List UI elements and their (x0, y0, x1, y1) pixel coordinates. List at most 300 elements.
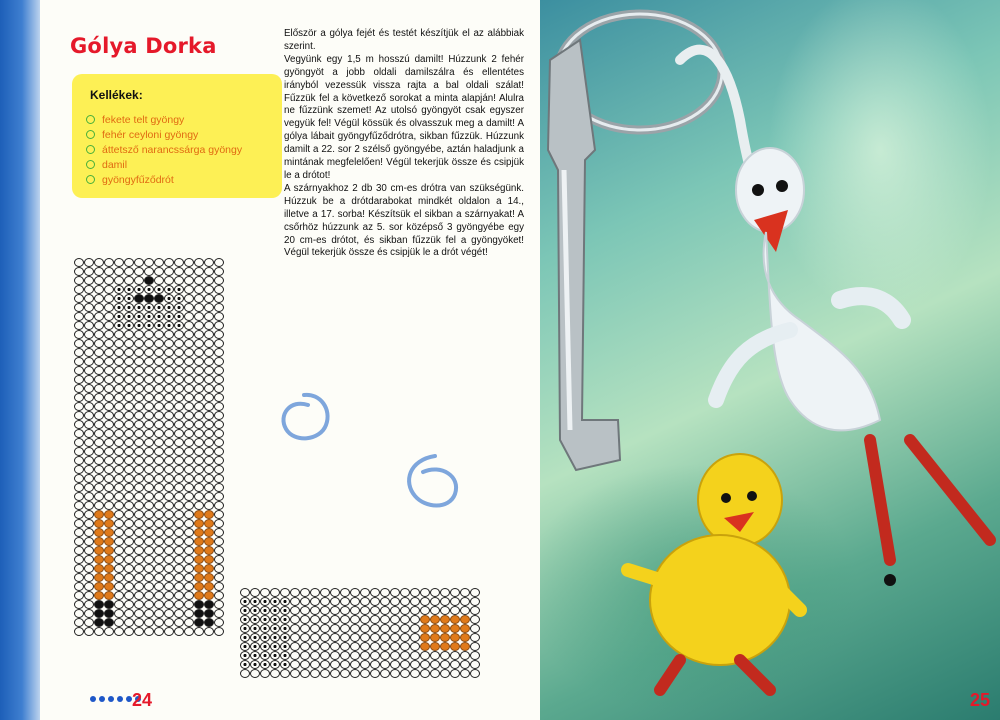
bead-cell (94, 393, 104, 402)
bead-cell (124, 582, 134, 591)
bead-cell (104, 447, 114, 456)
bead-cell (270, 588, 280, 597)
bead-cell (460, 633, 470, 642)
bead-cell (204, 627, 214, 636)
bead-cell (194, 303, 204, 312)
bead-cell (440, 597, 450, 606)
bead-cell (204, 465, 214, 474)
page-title: Gólya Dorka (70, 34, 217, 58)
bead-cell (134, 303, 144, 312)
bead-cell (104, 276, 114, 285)
bead-cell (124, 402, 134, 411)
bead-cell (94, 609, 104, 618)
bead-cell (114, 501, 124, 510)
instructions-paragraph: Vegyünk egy 1,5 m hosszú damilt! Húzzunk 2 fehér gyöngyöt a jobb oldali damilszálra és ellentétes irányból vezessük vissza rajta a bal oldali szálat! Fűzzük fel a következő sorokat a minta alapján! Alulra ne fűzzünk szemet! Az utolsó gyöngyöt csak egyszer vegyük fel! Végül kössük és olvasszuk meg a damilt! A gólya lábait gyöngyfűződrótra, sikban fűzzük. Húzzunk damilt a 22. sor 2 szélső gyöngyébe, aztán haladjunk a mintának megfelelően! Végül tekerjük össze és csipjük le a drótot! (284, 53, 524, 181)
bead-cell (74, 582, 84, 591)
bead-cell (74, 609, 84, 618)
bead-cell (184, 600, 194, 609)
bead-cell (154, 546, 164, 555)
bead-cell (144, 546, 154, 555)
bead-cell (84, 537, 94, 546)
bead-cell (260, 624, 270, 633)
bead-cell (114, 339, 124, 348)
bead-cell (440, 660, 450, 669)
bead-cell (470, 606, 480, 615)
bead-cell (84, 429, 94, 438)
bead-cell (194, 519, 204, 528)
bead-cell (350, 633, 360, 642)
bead-cell (310, 642, 320, 651)
supplies-item: fehér ceyloni gyöngy (86, 129, 272, 141)
bead-cell (104, 285, 114, 294)
bead-cell (290, 624, 300, 633)
bead-cell (214, 627, 224, 636)
bead-cell (164, 573, 174, 582)
bead-cell (164, 330, 174, 339)
bead-cell (104, 555, 114, 564)
bead-cell (280, 633, 290, 642)
bead-cell (134, 276, 144, 285)
bead-cell (450, 633, 460, 642)
bead-cell (144, 456, 154, 465)
bead-cell (114, 510, 124, 519)
bead-cell (194, 294, 204, 303)
bead-cell (74, 573, 84, 582)
bead-cell (104, 483, 114, 492)
bead-cell (240, 633, 250, 642)
bead-cell (320, 669, 330, 678)
bead-cell (174, 582, 184, 591)
bead-cell (114, 555, 124, 564)
bead-cell (94, 294, 104, 303)
bead-cell (74, 393, 84, 402)
bead-cell (94, 258, 104, 267)
bead-cell (194, 258, 204, 267)
bead-cell (74, 438, 84, 447)
bead-cell (240, 642, 250, 651)
bead-cell (144, 258, 154, 267)
bead-cell (184, 483, 194, 492)
bead-cell (84, 555, 94, 564)
bead-cell (74, 429, 84, 438)
bead-cell (144, 510, 154, 519)
bead-cell (144, 528, 154, 537)
bead-cell (390, 651, 400, 660)
bead-cell (184, 492, 194, 501)
bead-cell (410, 588, 420, 597)
bead-cell (214, 303, 224, 312)
bead-cell (214, 366, 224, 375)
bead-cell (390, 588, 400, 597)
bead-cell (134, 483, 144, 492)
bead-cell (194, 609, 204, 618)
bead-cell (390, 597, 400, 606)
bead-cell (144, 519, 154, 528)
bead-cell (340, 624, 350, 633)
bead-cell (94, 474, 104, 483)
bead-cell (74, 474, 84, 483)
bead-cell (74, 366, 84, 375)
bead-cell (84, 330, 94, 339)
bead-cell (164, 483, 174, 492)
bead-cell (104, 258, 114, 267)
bead-cell (114, 573, 124, 582)
left-page (40, 0, 540, 720)
bead-cell (450, 606, 460, 615)
bead-cell (174, 618, 184, 627)
bead-cell (240, 669, 250, 678)
bead-cell (290, 615, 300, 624)
bead-cell (250, 624, 260, 633)
bead-cell (174, 474, 184, 483)
bead-cell (184, 384, 194, 393)
bead-cell (74, 357, 84, 366)
bead-cell (260, 633, 270, 642)
bead-cell (214, 348, 224, 357)
bead-cell (124, 303, 134, 312)
bead-cell (154, 438, 164, 447)
bead-cell (204, 366, 214, 375)
bead-cell (114, 366, 124, 375)
bead-cell (104, 366, 114, 375)
bead-cell (440, 651, 450, 660)
bead-cell (84, 420, 94, 429)
bead-cell (94, 357, 104, 366)
bead-cell (144, 420, 154, 429)
bead-cell (124, 501, 134, 510)
bead-cell (280, 606, 290, 615)
bead-cell (154, 537, 164, 546)
bead-cell (134, 258, 144, 267)
bead-cell (134, 330, 144, 339)
bead-cell (204, 294, 214, 303)
bead-cell (194, 537, 204, 546)
bead-cell (84, 384, 94, 393)
bead-cell (124, 609, 134, 618)
bead-cell (214, 276, 224, 285)
bead-cell (194, 312, 204, 321)
bead-cell (300, 615, 310, 624)
bead-cell (330, 651, 340, 660)
bead-cell (114, 627, 124, 636)
bead-cell (370, 588, 380, 597)
bead-cell (250, 642, 260, 651)
bead-cell (154, 420, 164, 429)
bead-cell (194, 618, 204, 627)
bead-cell (134, 285, 144, 294)
bead-cell (74, 330, 84, 339)
bead-cell (114, 519, 124, 528)
bead-cell (420, 624, 430, 633)
bead-cell (84, 312, 94, 321)
bead-cell (164, 267, 174, 276)
bead-cell (94, 276, 104, 285)
bead-cell (84, 519, 94, 528)
bead-cell (184, 537, 194, 546)
bead-cell (184, 555, 194, 564)
bead-cell (74, 528, 84, 537)
bead-cell (134, 618, 144, 627)
bead-cell (144, 609, 154, 618)
bead-cell (74, 618, 84, 627)
bead-cell (174, 285, 184, 294)
bead-cell (134, 609, 144, 618)
bead-cell (144, 393, 154, 402)
bead-cell (164, 294, 174, 303)
bead-cell (84, 600, 94, 609)
bead-cell (104, 312, 114, 321)
bead-cell (84, 411, 94, 420)
bead-cell (214, 375, 224, 384)
bead-cell (124, 276, 134, 285)
bead-cell (330, 588, 340, 597)
bead-cell (174, 339, 184, 348)
bead-cell (154, 519, 164, 528)
bead-cell (74, 384, 84, 393)
bead-cell (174, 564, 184, 573)
bead-cell (124, 438, 134, 447)
bead-cell (214, 609, 224, 618)
bead-cell (94, 519, 104, 528)
bead-cell (174, 537, 184, 546)
bead-cell (330, 669, 340, 678)
bead-cell (164, 348, 174, 357)
bead-cell (144, 465, 154, 474)
bead-cell (94, 600, 104, 609)
bead-cell (164, 276, 174, 285)
bead-cell (370, 651, 380, 660)
bead-cell (74, 402, 84, 411)
bead-cell (310, 633, 320, 642)
bead-cell (380, 606, 390, 615)
bead-cell (104, 492, 114, 501)
bead-cell (330, 633, 340, 642)
bead-cell (94, 285, 104, 294)
bead-cell (124, 564, 134, 573)
bead-cell (84, 564, 94, 573)
bead-cell (340, 606, 350, 615)
bead-cell (74, 465, 84, 474)
bead-cell (204, 591, 214, 600)
bead-cell (174, 402, 184, 411)
bead-cell (114, 402, 124, 411)
bead-cell (310, 651, 320, 660)
bead-cell (194, 438, 204, 447)
bead-cell (144, 267, 154, 276)
bead-cell (84, 393, 94, 402)
bead-cell (104, 546, 114, 555)
bead-cell (310, 624, 320, 633)
bead-cell (94, 267, 104, 276)
bead-cell (174, 348, 184, 357)
bead-cell (164, 528, 174, 537)
bead-cell (134, 429, 144, 438)
bead-cell (300, 597, 310, 606)
bead-cell (114, 321, 124, 330)
bead-cell (410, 651, 420, 660)
bead-cell (174, 465, 184, 474)
bead-cell (174, 303, 184, 312)
bead-cell (164, 312, 174, 321)
bead-cell (440, 615, 450, 624)
bead-cell (144, 321, 154, 330)
bead-cell (194, 528, 204, 537)
supplies-item: damil (86, 159, 272, 171)
bead-cell (194, 375, 204, 384)
bead-cell (164, 438, 174, 447)
bead-cell (164, 420, 174, 429)
bead-cell (84, 339, 94, 348)
bead-cell (340, 669, 350, 678)
bead-cell (430, 651, 440, 660)
bead-cell (250, 651, 260, 660)
bead-cell (184, 276, 194, 285)
bead-cell (164, 546, 174, 555)
bead-cell (124, 429, 134, 438)
bead-cell (124, 528, 134, 537)
bead-cell (240, 660, 250, 669)
bead-cell (194, 366, 204, 375)
bead-cell (214, 384, 224, 393)
bead-cell (174, 528, 184, 537)
bead-cell (174, 429, 184, 438)
bead-cell (184, 447, 194, 456)
bead-cell (184, 393, 194, 402)
bead-cell (430, 633, 440, 642)
bead-cell (260, 615, 270, 624)
bead-cell (270, 669, 280, 678)
bead-cell (154, 330, 164, 339)
bead-cell (300, 588, 310, 597)
bead-cell (174, 357, 184, 366)
bead-cell (360, 624, 370, 633)
bead-cell (104, 510, 114, 519)
bead-cell (470, 642, 480, 651)
bead-cell (74, 411, 84, 420)
bead-cell (104, 474, 114, 483)
bead-cell (94, 483, 104, 492)
bead-cell (390, 615, 400, 624)
bead-cell (470, 651, 480, 660)
bead-cell (84, 258, 94, 267)
bead-cell (460, 597, 470, 606)
bead-cell (154, 456, 164, 465)
bead-cell (250, 633, 260, 642)
bead-cell (74, 267, 84, 276)
bead-cell (430, 588, 440, 597)
bead-cell (144, 294, 154, 303)
bead-cell (154, 447, 164, 456)
bead-cell (124, 519, 134, 528)
bead-cell (84, 321, 94, 330)
bead-cell (154, 402, 164, 411)
bead-cell (350, 615, 360, 624)
bead-cell (204, 312, 214, 321)
bead-cell (84, 465, 94, 474)
bead-cell (114, 582, 124, 591)
bead-cell (370, 615, 380, 624)
bead-cell (134, 465, 144, 474)
bead-cell (430, 669, 440, 678)
bead-cell (204, 555, 214, 564)
bead-cell (154, 501, 164, 510)
bead-cell (204, 339, 214, 348)
bead-cell (164, 537, 174, 546)
bead-cell (194, 411, 204, 420)
bead-cell (104, 627, 114, 636)
bead-cell (164, 375, 174, 384)
bead-cell (204, 483, 214, 492)
bead-cell (204, 267, 214, 276)
bead-cell (154, 564, 164, 573)
bead-cell (84, 627, 94, 636)
bead-cell (184, 339, 194, 348)
bead-cell (400, 660, 410, 669)
bead-cell (240, 588, 250, 597)
bead-cell (460, 669, 470, 678)
bead-cell (144, 276, 154, 285)
bead-cell (74, 519, 84, 528)
bead-cell (240, 597, 250, 606)
bead-cell (154, 348, 164, 357)
bead-cell (460, 606, 470, 615)
bead-cell (134, 312, 144, 321)
bead-cell (290, 651, 300, 660)
bead-cell (114, 312, 124, 321)
bead-cell (214, 420, 224, 429)
bead-cell (350, 660, 360, 669)
bead-cell (460, 624, 470, 633)
bead-cell (104, 438, 114, 447)
bead-cell (340, 615, 350, 624)
bead-cell (124, 384, 134, 393)
bead-cell (430, 624, 440, 633)
supplies-list (86, 114, 272, 186)
bead-cell (104, 348, 114, 357)
bead-cell (124, 330, 134, 339)
page-number-right: 25 (970, 690, 991, 710)
bead-cell (124, 357, 134, 366)
bead-cell (104, 384, 114, 393)
bead-cell (114, 375, 124, 384)
bead-cell (194, 591, 204, 600)
bead-cell (124, 411, 134, 420)
bead-cell (250, 597, 260, 606)
bead-cell (204, 420, 214, 429)
bead-cell (214, 546, 224, 555)
bead-cell (174, 483, 184, 492)
bead-cell (74, 447, 84, 456)
bead-cell (154, 492, 164, 501)
bead-cell (104, 339, 114, 348)
bead-cell (144, 366, 154, 375)
bead-cell (134, 573, 144, 582)
bead-cell (114, 456, 124, 465)
bead-cell (74, 555, 84, 564)
bead-cell (114, 600, 124, 609)
bead-cell (470, 660, 480, 669)
bead-cell (360, 633, 370, 642)
bead-cell (114, 447, 124, 456)
bead-cell (204, 429, 214, 438)
bead-cell (144, 438, 154, 447)
bead-cell (214, 600, 224, 609)
bead-cell (154, 465, 164, 474)
bead-cell (330, 615, 340, 624)
bead-cell (410, 606, 420, 615)
bead-cell (174, 492, 184, 501)
bead-cell (114, 591, 124, 600)
